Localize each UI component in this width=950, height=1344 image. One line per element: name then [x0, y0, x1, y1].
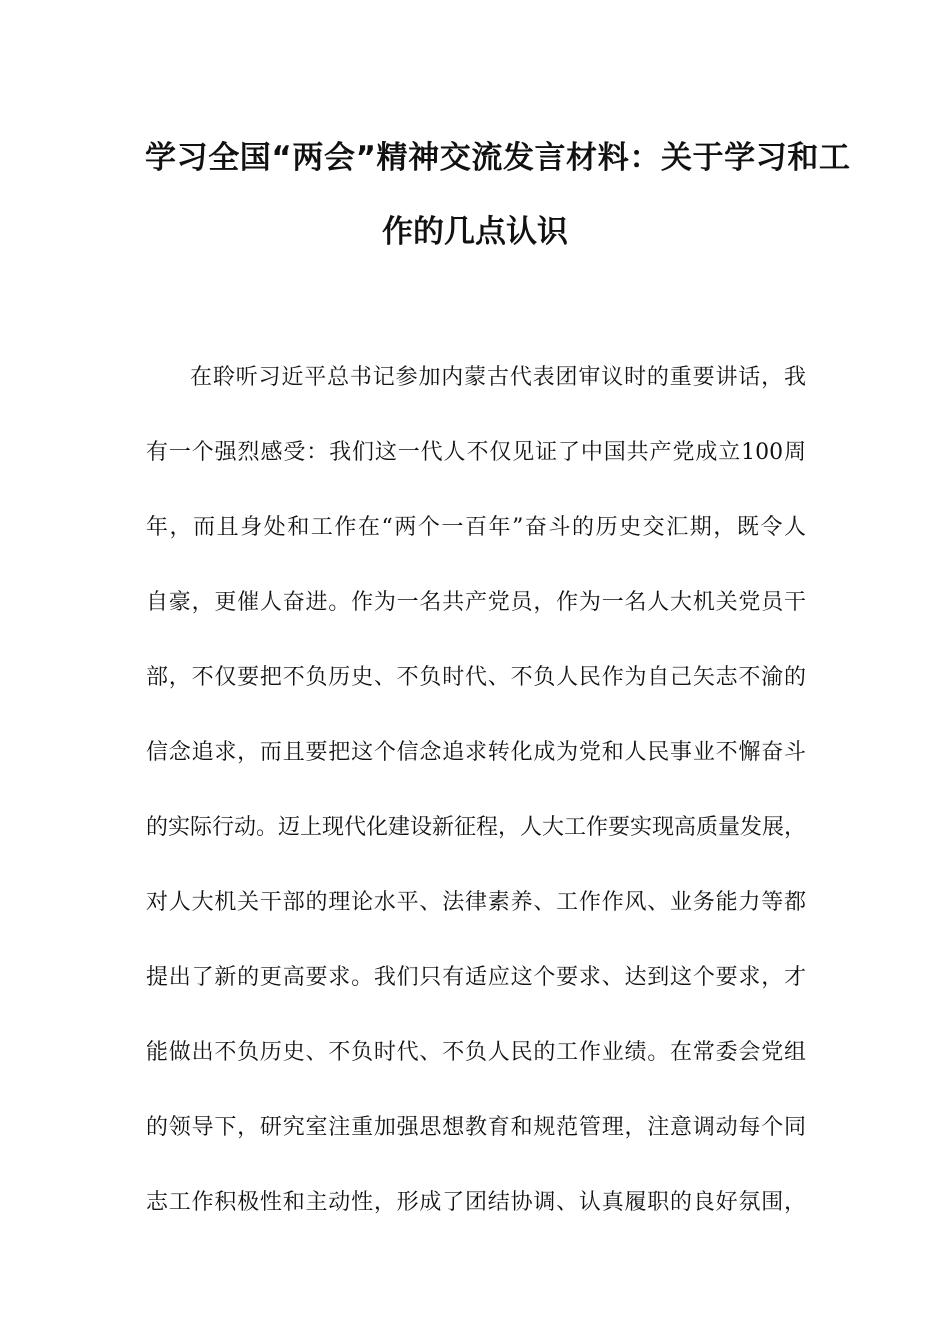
paragraph-line-12: 志工作积极性和主动性，形成了团结协调、认真履职的良好氛围，: [146, 1190, 806, 1215]
paragraph-line-3: 年，而且身处和工作在“两个一百年”奋斗的历史交汇期，既令人: [146, 515, 806, 540]
paragraph-line-7: 的实际行动。迈上现代化建设新征程，人大工作要实现高质量发展，: [146, 815, 807, 840]
document-title-line-2: 作的几点认识: [382, 214, 568, 250]
paragraph-line-2: 有一个强烈感受：我们这一代人不仅见证了中国共产党成立100周: [146, 440, 806, 465]
paragraph-line-8: 对人大机关干部的理论水平、法律素养、工作作风、业务能力等都: [146, 890, 806, 915]
document-title-line-1: 学习全国“两会”精神交流发言材料：关于学习和工: [145, 140, 851, 176]
paragraph-line-11: 的领导下，研究室注重加强思想教育和规范管理，注意调动每个同: [146, 1115, 806, 1140]
paragraph-line-4: 自豪，更催人奋进。作为一名共产党员，作为一名人大机关党员干: [146, 590, 806, 615]
paragraph-line-6: 信念追求，而且要把这个信念追求转化成为党和人民事业不懈奋斗: [146, 740, 806, 765]
paragraph-line-10: 能做出不负历史、不负时代、不负人民的工作业绩。在常委会党组: [146, 1040, 806, 1065]
paragraph-line-5: 部，不仅要把不负历史、不负时代、不负人民作为自己矢志不渝的: [146, 665, 806, 690]
paragraph-line-1: 在聆听习近平总书记参加内蒙古代表团审议时的重要讲话，我: [190, 365, 806, 390]
paragraph-line-9: 提出了新的更高要求。我们只有适应这个要求、达到这个要求，才: [146, 965, 806, 990]
